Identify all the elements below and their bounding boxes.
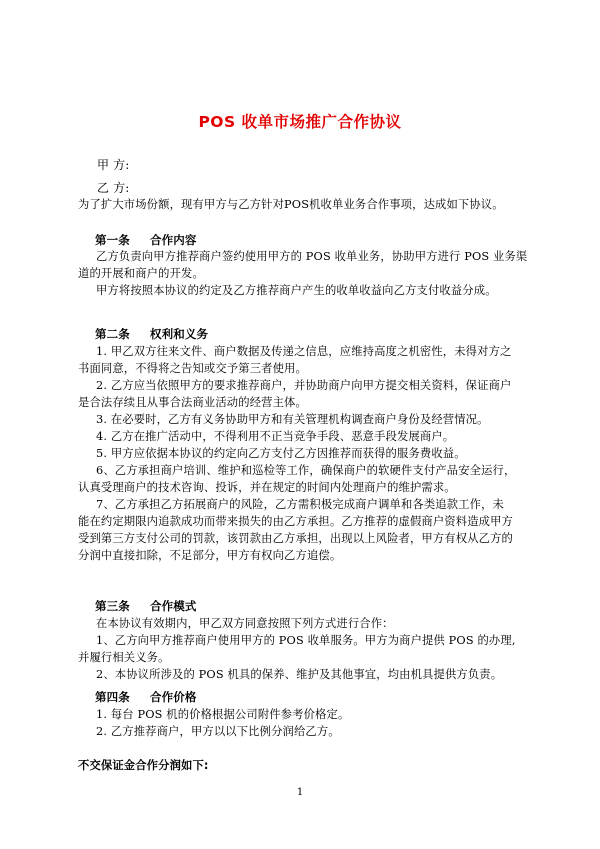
section-3-line: 并履行相关义务。 (78, 651, 170, 664)
party-b-label: 乙 方: (97, 181, 130, 195)
section-1-heading: 第一条 合作内容 (95, 233, 197, 247)
section-2-line: 2. 乙方应当依照甲方的要求推荐商户，并协助商户向甲方提交相关资料，保证商户 (96, 379, 512, 392)
section-1-line: 甲方将按照本协议的约定及乙方推荐商户产生的收单收益向乙方支付收益分成。 (96, 284, 497, 297)
section-2-line: 5. 甲方应依据本协议的约定向乙方支付乙方因推荐而获得的服务费收益。 (96, 447, 466, 460)
section-2-line: 书面同意，不得将之告知或交予第三者使用。 (78, 362, 307, 375)
section-4-line: 2. 乙方推荐商户，甲方以以下比例分润给乙方。 (96, 725, 340, 738)
section-3-heading: 第三条 合作模式 (95, 599, 197, 613)
section-2-line: 3. 在必要时，乙方有义务协助甲方和有关管理机构调查商户身份及经营情况。 (96, 413, 489, 426)
section-4-line: 1. 每台 POS 机的价格根据公司附件参考价格定。 (96, 708, 350, 721)
section-1-line: 乙方负责向甲方推荐商户签约使用甲方的 POS 收单业务，协助甲方进行 POS 业务渠 (96, 250, 528, 263)
section-1-line: 道的开展和商户的开发。 (78, 267, 204, 280)
section-4-heading: 第四条 合作价格 (95, 690, 197, 704)
section-2-line: 1. 甲乙双方往来文件、商户数据及传递之信息，应维持高度之机密性，未得对方之 (96, 345, 512, 358)
section-2-line: 能在约定期限内追款成功而带来损失的由乙方承担。乙方推荐的虚假商户资料造成甲方 (78, 515, 513, 528)
section-2-line: 分润中直接扣除，不足部分，甲方有权向乙方追偿。 (78, 549, 342, 562)
section-3-line: 2、本协议所涉及的 POS 机具的保养、维护及其他事宜，均由机具提供方负责。 (96, 668, 503, 681)
page-number: 1 (296, 787, 304, 798)
section-3-line: 1、乙方向甲方推荐商户使用甲方的 POS 收单服务。甲方为商户提供 POS 的办理, (96, 634, 516, 647)
party-a-label: 甲 方: (97, 158, 130, 172)
section-2-heading: 第二条 权利和义务 (95, 327, 209, 341)
section-2-line: 是合法存续且从事合法商业活动的经营主体。 (78, 396, 307, 409)
section-2-line: 7、乙方承担乙方拓展商户的风险，乙方需积极完成商户调单和各类追款工作，未 (96, 498, 504, 511)
document-title: POS 收单市场推广合作协议 (198, 113, 402, 131)
section-2-line: 认真受理商户的技术咨询、投诉，并在规定的时间内处理商户的维护需求。 (78, 481, 456, 494)
commission-note: 不交保证金合作分润如下: (78, 759, 209, 772)
preamble: 为了扩大市场份额，现有甲方与乙方针对POS机收单业务合作事项，达成如下协议。 (78, 198, 504, 211)
section-2-line: 4. 乙方在推广活动中，不得利用不正当竞争手段、恶意手段发展商户。 (96, 430, 455, 443)
section-3-line: 在本协议有效期内，甲乙双方同意按照下列方式进行合作： (96, 617, 394, 630)
section-2-line: 6、乙方承担商户培训、维护和巡检等工作，确保商户的软硬件支付产品安全运行， (96, 464, 516, 477)
section-2-line: 受到第三方支付公司的罚款，该罚款由乙方承担，出现以上风险者，甲方有权从乙方的 (78, 532, 513, 545)
